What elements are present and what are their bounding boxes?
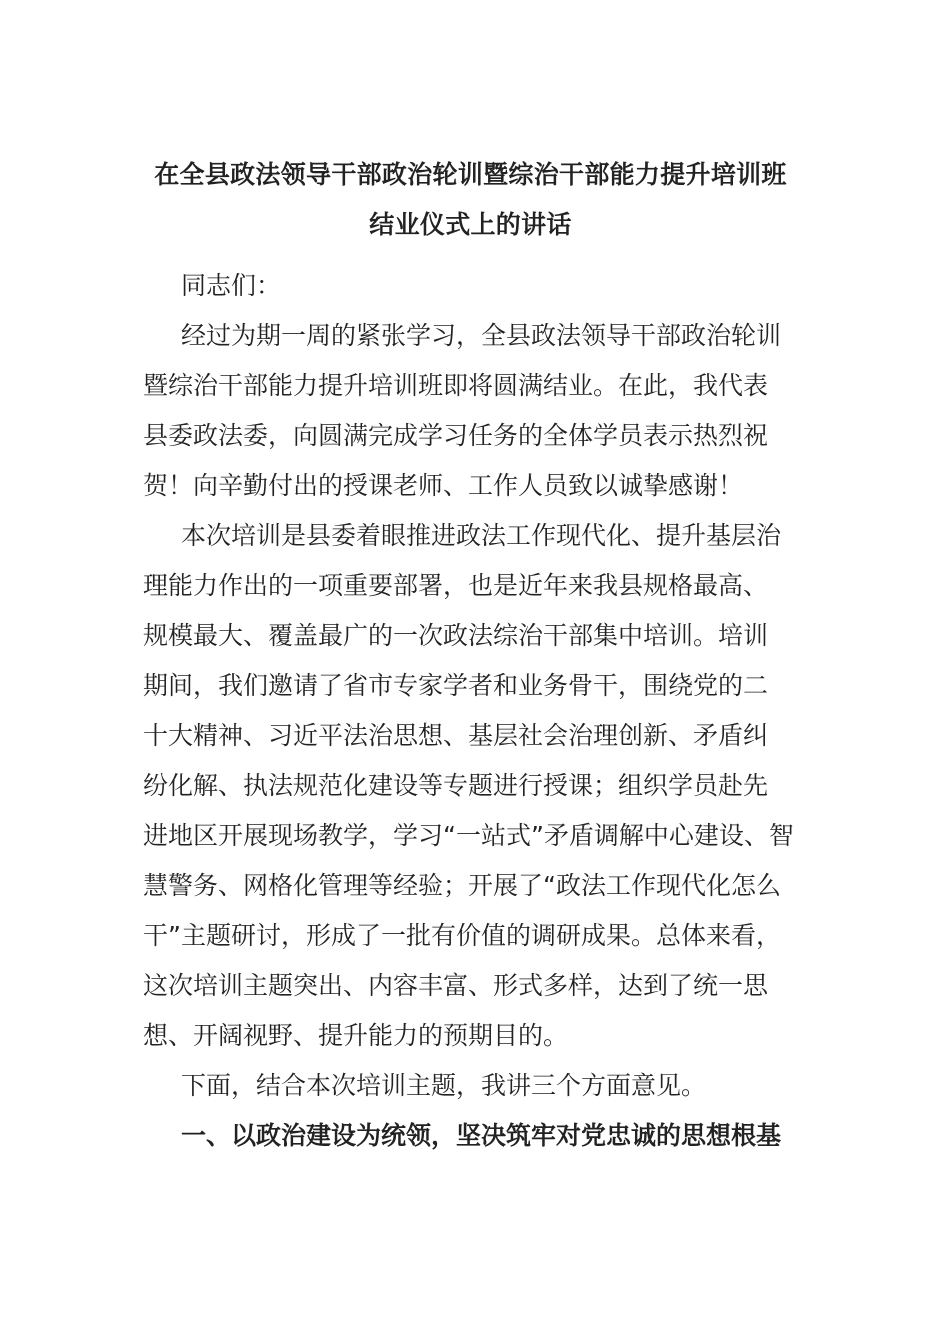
paragraph-training-summary: [143, 511, 798, 1061]
paragraph-line: 下面，结合本次培训主题，我讲三个方面意见。: [181, 1071, 707, 1100]
salutation: 同志们：: [181, 271, 282, 300]
paragraph-line: 十大精神、习近平法治思想、基层社会治理创新、矛盾纠: [143, 721, 769, 750]
paragraph-line: 慧警务、网格化管理等经验；开展了“政法工作现代化怎么: [143, 871, 781, 900]
document-body: [143, 150, 798, 1161]
paragraph-line: 经过为期一周的紧张学习，全县政法领导干部政治轮训: [181, 321, 782, 350]
paragraph-line: 期间，我们邀请了省市专家学者和业务骨干，围绕党的二: [143, 671, 769, 700]
title-line-1: 在全县政法领导干部政治轮训暨综治干部能力提升培训班: [154, 160, 787, 189]
paragraph-line: 进地区开展现场教学，学习“一站式”矛盾调解中心建设、智: [143, 821, 794, 850]
paragraph-line: 本次培训是县委着眼推进政法工作现代化、提升基层治: [181, 521, 782, 550]
paragraph-line: 规模最大、覆盖最广的一次政法综治干部集中培训。培训: [143, 621, 769, 650]
paragraph-line: 干”主题研讨，形成了一批有价值的调研成果。总体来看，: [143, 921, 781, 950]
paragraph-line: 这次培训主题突出、内容丰富、形式多样，达到了统一思: [143, 971, 769, 1000]
paragraph-line: 想、开阔视野、提升能力的预期目的。: [143, 1021, 569, 1050]
paragraph-line: 贺！向辛勤付出的授课老师、工作人员致以诚挚感谢！: [143, 471, 744, 500]
paragraph-line: 暨综治干部能力提升培训班即将圆满结业。在此，我代表: [143, 371, 769, 400]
paragraph-opening: [143, 311, 798, 511]
paragraph-line: 县委政法委，向圆满完成学习任务的全体学员表示热烈祝: [143, 421, 769, 450]
paragraph-intro-points: [143, 1061, 798, 1111]
paragraph-line: 纷化解、执法规范化建设等专题进行授课；组织学员赴先: [143, 771, 769, 800]
section-heading-1: 一、以政治建设为统领，坚决筑牢对党忠诚的思想根基: [181, 1121, 782, 1150]
paragraph-line: 理能力作出的一项重要部署，也是近年来我县规格最高、: [143, 571, 769, 600]
document-title: [143, 150, 798, 250]
title-line-2: 结业仪式上的讲话: [369, 210, 572, 239]
